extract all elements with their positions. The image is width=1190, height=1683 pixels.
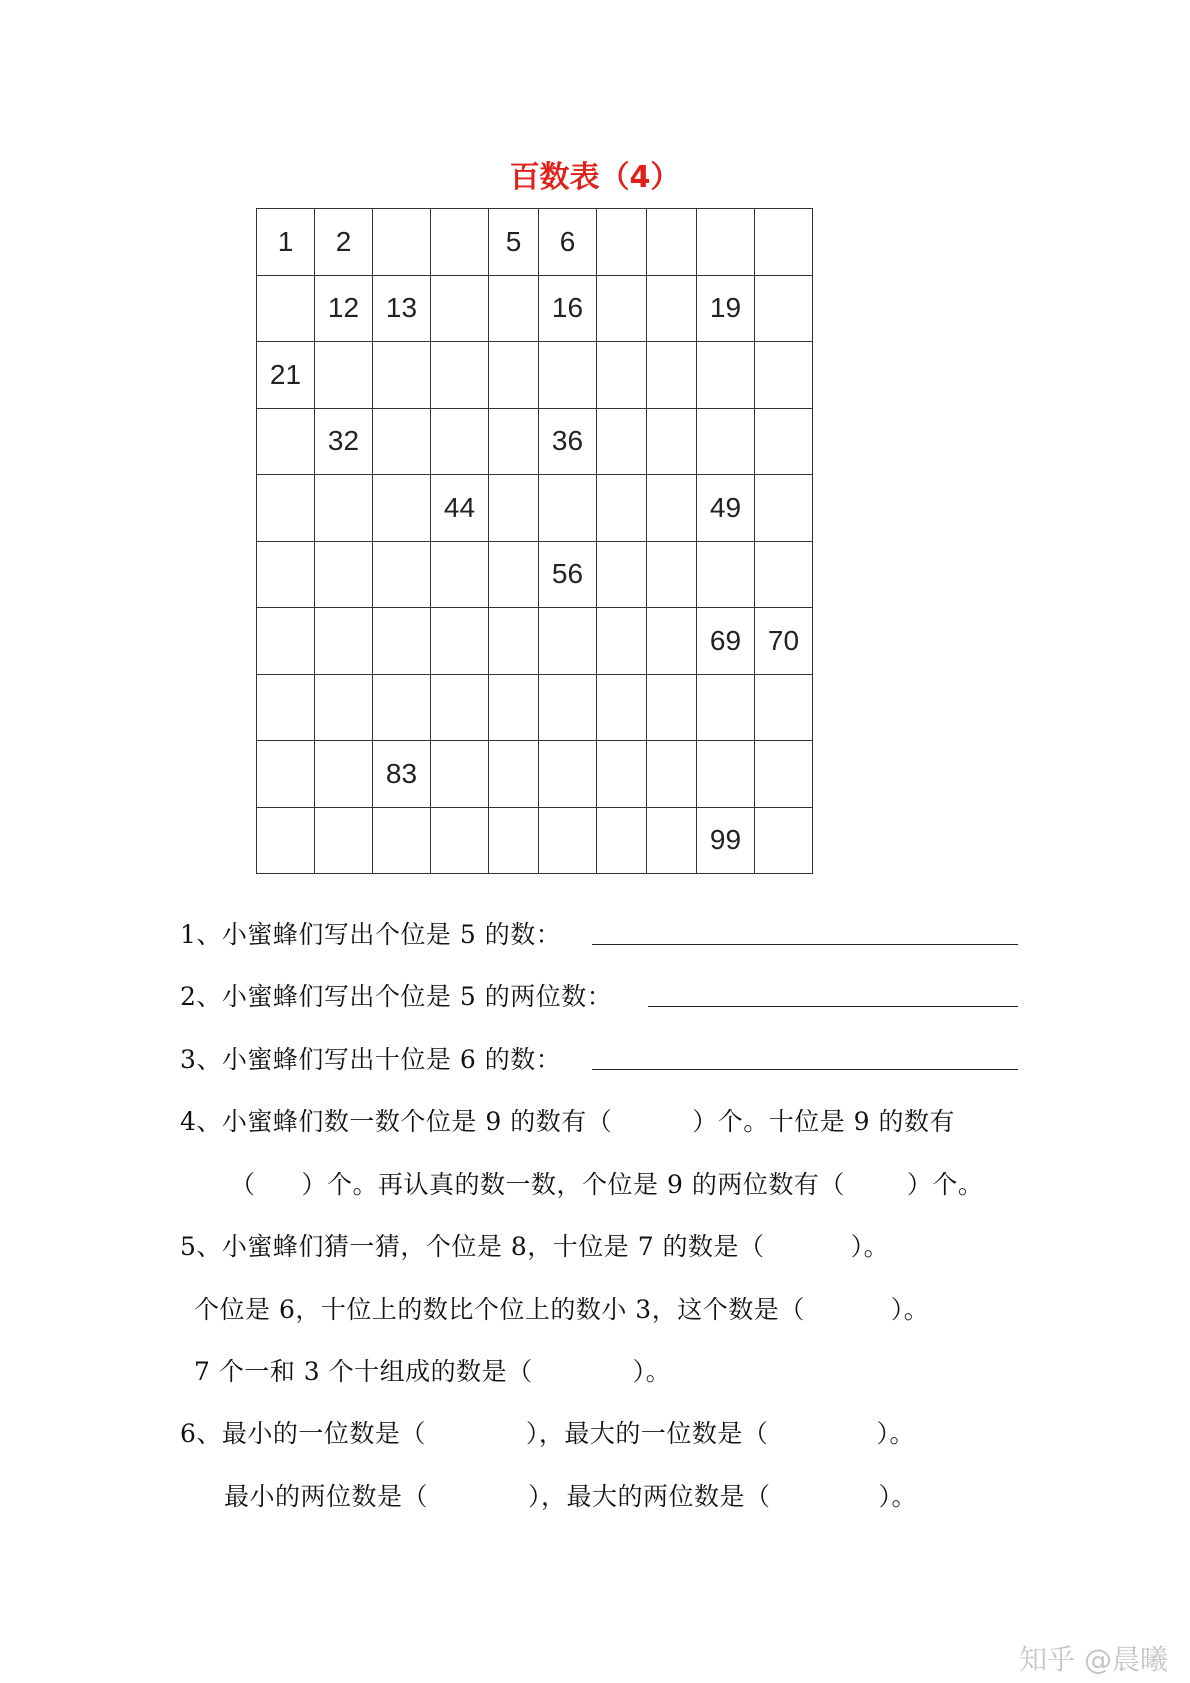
grid-cell[interactable] (597, 674, 647, 741)
grid-cell[interactable] (489, 608, 539, 675)
grid-cell[interactable] (597, 342, 647, 409)
grid-cell[interactable] (373, 541, 431, 608)
question-4-text-a2: ）个。十位是 9 的数有 (692, 1107, 956, 1136)
grid-cell[interactable] (431, 807, 489, 874)
grid-cell[interactable] (315, 342, 373, 409)
grid-cell[interactable] (539, 342, 597, 409)
grid-cell[interactable]: 56 (539, 541, 597, 608)
grid-cell[interactable] (597, 741, 647, 808)
grid-cell[interactable] (597, 408, 647, 475)
grid-cell[interactable] (647, 741, 697, 808)
grid-cell[interactable] (373, 674, 431, 741)
grid-cell[interactable] (257, 674, 315, 741)
question-1 (180, 915, 561, 951)
grid-cell[interactable] (755, 342, 813, 409)
grid-row (257, 541, 813, 608)
grid-cell[interactable] (489, 475, 539, 542)
grid-cell[interactable] (489, 674, 539, 741)
grid-cell[interactable] (431, 741, 489, 808)
question-3 (180, 1040, 561, 1076)
question-5-text-b2: ）。 (890, 1295, 930, 1324)
grid-cell[interactable] (755, 741, 813, 808)
grid-cell[interactable] (647, 807, 697, 874)
question-2 (180, 977, 612, 1013)
answer-line-3[interactable] (592, 1069, 1018, 1070)
question-2-text: 2、小蜜蜂们写出个位是 5 的两位数： (180, 982, 613, 1011)
grid-cell[interactable]: 6 (539, 209, 597, 276)
grid-cell[interactable]: 16 (539, 275, 597, 342)
grid-cell[interactable] (539, 475, 597, 542)
grid-cell[interactable]: 12 (315, 275, 373, 342)
grid-cell[interactable] (539, 674, 597, 741)
grid-cell[interactable] (755, 209, 813, 276)
question-4-line-b (230, 1165, 983, 1201)
grid-cell[interactable] (697, 342, 755, 409)
grid-cell[interactable] (755, 674, 813, 741)
grid-cell[interactable]: 36 (539, 408, 597, 475)
grid-cell[interactable] (647, 541, 697, 608)
grid-cell[interactable] (697, 408, 755, 475)
grid-cell[interactable] (755, 807, 813, 874)
grid-cell[interactable] (539, 741, 597, 808)
grid-cell[interactable] (647, 275, 697, 342)
grid-cell[interactable] (373, 807, 431, 874)
grid-row (257, 674, 813, 741)
grid-cell[interactable] (431, 342, 489, 409)
grid-cell[interactable] (257, 408, 315, 475)
question-6-line-a (180, 1414, 915, 1450)
grid-cell[interactable] (257, 275, 315, 342)
grid-row (257, 807, 813, 874)
grid-row (257, 608, 813, 675)
grid-cell[interactable] (373, 475, 431, 542)
grid-cell[interactable] (315, 608, 373, 675)
grid-cell[interactable] (697, 209, 755, 276)
grid-cell[interactable] (257, 475, 315, 542)
grid-cell[interactable] (755, 541, 813, 608)
grid-cell[interactable] (489, 408, 539, 475)
grid-row (257, 275, 813, 342)
grid-cell[interactable] (315, 674, 373, 741)
grid-cell[interactable]: 13 (373, 275, 431, 342)
grid-cell[interactable] (647, 209, 697, 276)
question-6-text-b2: ），最大的两位数是（ (528, 1482, 771, 1511)
grid-cell[interactable] (647, 408, 697, 475)
question-4-text-b1: （ (230, 1170, 256, 1199)
question-5-text-c1: 7 个一和 3 个十组成的数是（ (194, 1357, 533, 1386)
grid-cell[interactable] (257, 807, 315, 874)
grid-cell[interactable] (597, 608, 647, 675)
grid-cell[interactable] (539, 608, 597, 675)
grid-cell[interactable] (755, 475, 813, 542)
grid-cell[interactable]: 44 (431, 475, 489, 542)
question-4-text-b2: ）个。再认真的数一数，个位是 9 的两位数有（ (301, 1170, 845, 1199)
grid-cell[interactable] (755, 275, 813, 342)
question-1-text: 1、小蜜蜂们写出个位是 5 的数： (180, 920, 562, 949)
grid-cell[interactable]: 83 (373, 741, 431, 808)
question-6-text-b3: ）。 (878, 1482, 918, 1511)
grid-cell[interactable] (257, 541, 315, 608)
grid-cell[interactable] (489, 275, 539, 342)
question-5-text-c2: ）。 (632, 1357, 672, 1386)
grid-cell[interactable]: 5 (489, 209, 539, 276)
grid-cell[interactable] (489, 541, 539, 608)
grid-cell[interactable] (257, 741, 315, 808)
grid-cell[interactable] (647, 342, 697, 409)
grid-cell[interactable] (697, 741, 755, 808)
question-6-text-a3: ）。 (876, 1419, 915, 1448)
grid-cell[interactable] (597, 209, 647, 276)
grid-row (257, 342, 813, 409)
grid-row (257, 741, 813, 808)
question-6-text-a1: 6、最小的一位数是（ (180, 1419, 426, 1448)
hundred-chart-table (256, 208, 813, 874)
grid-cell[interactable]: 19 (697, 275, 755, 342)
grid-cell[interactable]: 49 (697, 475, 755, 542)
question-6-text-a2: ），最大的一位数是（ (525, 1419, 769, 1448)
question-3-text: 3、小蜜蜂们写出十位是 6 的数： (180, 1045, 562, 1074)
grid-cell[interactable] (647, 475, 697, 542)
grid-cell[interactable] (489, 807, 539, 874)
question-5-text-a1: 5、小蜜蜂们猜一猜，个位是 8，十位是 7 的数是（ (180, 1232, 765, 1261)
grid-cell[interactable] (489, 741, 539, 808)
question-6-line-b (224, 1477, 917, 1513)
answer-line-2[interactable] (648, 1006, 1018, 1007)
grid-cell[interactable]: 1 (257, 209, 315, 276)
question-5-line-c (194, 1352, 671, 1388)
grid-cell[interactable] (315, 807, 373, 874)
grid-cell[interactable] (257, 608, 315, 675)
question-4-text-b3: ）个。 (906, 1170, 984, 1199)
grid-cell[interactable] (373, 608, 431, 675)
grid-cell[interactable] (315, 741, 373, 808)
grid-cell[interactable]: 69 (697, 608, 755, 675)
grid-cell[interactable] (755, 408, 813, 475)
question-4-text-a1: 4、小蜜蜂们数一数个位是 9 的数有（ (180, 1107, 613, 1136)
grid-cell[interactable]: 32 (315, 408, 373, 475)
grid-cell[interactable]: 70 (755, 608, 813, 675)
grid-cell[interactable] (431, 408, 489, 475)
grid-cell[interactable] (597, 807, 647, 874)
grid-cell[interactable] (315, 541, 373, 608)
grid-cell[interactable] (373, 209, 431, 276)
grid-cell[interactable] (597, 275, 647, 342)
grid-cell[interactable]: 99 (697, 807, 755, 874)
grid-cell[interactable] (373, 408, 431, 475)
grid-cell[interactable] (489, 342, 539, 409)
question-5-text-a2: ）。 (850, 1232, 890, 1261)
grid-cell[interactable] (431, 674, 489, 741)
grid-cell[interactable]: 21 (257, 342, 315, 409)
question-4-line-a (180, 1102, 955, 1138)
page-title: 百数表（4） (509, 160, 681, 195)
grid-cell[interactable] (647, 608, 697, 675)
grid-cell[interactable] (597, 541, 647, 608)
grid-cell[interactable] (315, 475, 373, 542)
grid-cell[interactable] (697, 674, 755, 741)
grid-cell[interactable] (647, 674, 697, 741)
grid-cell[interactable] (431, 608, 489, 675)
question-5-line-b (194, 1290, 929, 1326)
grid-cell[interactable] (597, 475, 647, 542)
grid-cell[interactable] (539, 807, 597, 874)
grid-cell[interactable]: 2 (315, 209, 373, 276)
question-5-line-a (180, 1227, 889, 1263)
watermark: 知乎 @晨曦 (1019, 1643, 1168, 1676)
grid-cell[interactable] (431, 275, 489, 342)
grid-cell[interactable] (373, 342, 431, 409)
answer-line-1[interactable] (592, 944, 1018, 945)
grid-row (257, 209, 813, 276)
grid-row (257, 408, 813, 475)
grid-cell[interactable] (431, 209, 489, 276)
question-5-text-b1: 个位是 6，十位上的数比个位上的数小 3，这个数是（ (194, 1295, 805, 1324)
grid-cell[interactable] (697, 541, 755, 608)
question-6-text-b1: 最小的两位数是（ (224, 1482, 429, 1511)
grid-row (257, 475, 813, 542)
grid-cell[interactable] (431, 541, 489, 608)
